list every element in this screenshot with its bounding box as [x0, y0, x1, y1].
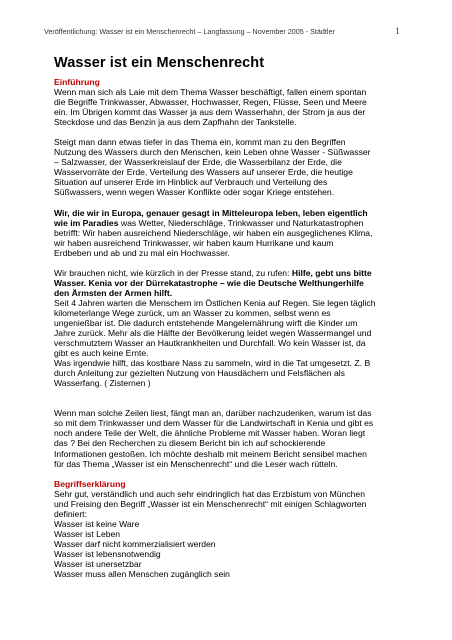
section-heading-introduction: Einführung: [54, 77, 100, 87]
text-line: Steigt man dann etwas tiefer in das Thema ein, kommt man zu den Begriffen: [54, 137, 346, 148]
text-line: Wenn man solche Zeilen liest, fängt man an, darüber nachzudenken, warum ist das: [54, 408, 372, 419]
text-line: das ? Bei den Recherchen zu diesem Bericht bin ich auf schockierende: [54, 438, 326, 449]
list-item: Wasser muss allen Menschen zugänglich sein: [54, 569, 230, 580]
reflection-paragraph: [54, 408, 399, 468]
text-line-bold: Wir, die wir in Europa, genauer gesagt in Mitteleuropa leben, leben eigentlich: [54, 207, 368, 218]
text-line: Wasserfang. ( Zisternen ): [54, 378, 151, 389]
list-item: Wasser ist Leben: [54, 528, 121, 539]
list-item: Wasser darf nicht kommerzialisiert werden: [54, 538, 216, 549]
text-line: und Freising den Begriff „Wasser ist ein Menschenrecht“ mit einigen Schlagworten: [54, 498, 367, 509]
press-paragraph: [54, 268, 399, 389]
text-line: so mit dem Trinkwasser und dem Wasser für die Landwirtschaft in Kenia und gibt es: [54, 418, 374, 429]
text-line-mixed: [54, 268, 399, 278]
text-line: für das Thema „Wasser ist ein Menschenrecht“ und die Leser wach rütteln.: [54, 458, 338, 469]
text-line: betrifft: Wir haben ausreichend Niederschläge, wir haben ein ausgeglichenes Klima,: [54, 227, 373, 238]
text-line: – Salzwasser, der Wasserkreislauf der Erde, die Wasserbilanz der Erde, die: [54, 157, 342, 168]
text-line: ein. Im Übrigen kommt das Wasser ja aus dem Wasserhahn, der Strom ja aus der: [54, 107, 366, 118]
bold-phrase: wie im Paradies: [54, 217, 119, 228]
text-line: definiert:: [54, 508, 87, 519]
text-line-mixed: [54, 218, 399, 228]
text-line: ungenießbar ist. Die dadurch entstehende Mangelernährung wirft die Kinder um: [54, 317, 358, 328]
terms-paragraph: [54, 489, 399, 579]
text-line: durch Anleitung zur gezielten Nutzung von Hausdächern und Felsflächen als: [54, 368, 345, 379]
document-body: [54, 77, 399, 589]
text-line: Nutzung des Wassers durch den Menschen, kein Leben ohne Wasser - Süßwasser: [54, 147, 371, 158]
intro-paragraph-1: [54, 87, 399, 127]
text-line: Was irgendwie hilft, das kostbare Nass zu sammeln, wird in die Tat umgesetzt. Z. B: [54, 358, 371, 369]
list-item: Wasser ist lebensnotwendig: [54, 548, 161, 559]
text-line: gibt es auch keine Ernte.: [54, 348, 149, 359]
text-line: verschmutztem Wasser an Hautkrankheiten und Durchfall. Wo kein Wasser ist, da: [54, 338, 366, 349]
text-run: was Wetter, Niederschläge, Trinkwasser und Naturkatastrophen: [118, 217, 364, 228]
europe-paragraph: [54, 208, 399, 258]
text-line: noch andere Teile der Welt, die ähnliche Probleme mit Wasser haben. Woran liegt: [54, 428, 366, 439]
text-line: Seit 4 Jahren warten die Menschern im Östlichen Kenia auf Regen. Sie legen täglich: [54, 297, 376, 308]
text-line: Steckdose und das Benzin ja aus dem Zapfhahn der Tankstelle.: [54, 117, 297, 128]
list-item: Wasser ist unersetzbar: [54, 558, 142, 569]
text-line: Wenn man sich als Laie mit dem Thema Wasser beschäftigt, fallen einem spontan: [54, 87, 367, 98]
text-line: Situation auf unserer Erde im Hinblick auf Verbrauch und Verteilung des: [54, 177, 328, 188]
section-heading-terms: Begriffserklärung: [54, 478, 126, 489]
text-line: die Begriffe Trinkwasser, Abwasser, Hochwasser, Regen, Flüsse, Seen und Meere: [54, 97, 367, 108]
text-line-bold: den Ärmsten der Armen hilft.: [54, 287, 173, 298]
text-line: Informationen gestoßen. Ich möchte deshalb mit meinem Bericht sensibel machen: [54, 448, 367, 459]
intro-paragraph-2: [54, 137, 399, 197]
text-run: Wir brauchen nicht, wie kürzlich in der Presse stand, zu rufen:: [54, 267, 292, 278]
document-title: Wasser ist ein Menschenrecht: [54, 55, 265, 71]
text-line: Erdbeben und ab und zu mal ein Hochwasser.: [54, 247, 230, 258]
text-line: Süßwassers, wenn wegen Wasser Konflikte oder sogar Kriege entstehen.: [54, 187, 335, 198]
text-line-bold: Wasser. Kenia vor der Dürrekatastrophe – wie die Deutsche Welthungerhilfe: [54, 277, 364, 288]
running-header: Veröffentlichung: Wasser ist ein Menschenrecht – Langfassung – November 2005 - Städtler: [44, 27, 335, 36]
page-number: 1: [395, 26, 400, 36]
text-line: Wasservorräte der Erde, Verteilung des Wassers auf unserer Erde, die heutige: [54, 167, 353, 178]
text-line: Jahre zurück. Mehr als die Hälfte der Bevölkerung leidet wegen Wassermangel und: [54, 328, 372, 339]
text-line: wir haben ausreichend Trinkwasser, wir haben kaum Hurrikane und kaum: [54, 237, 334, 248]
list-item: Wasser ist keine Ware: [54, 518, 140, 529]
text-line: kilometerlange Wege zurück, um an Wasser zu kommen, selbst wenn es: [54, 307, 331, 318]
text-line: Sehr gut, verständlich und auch sehr eindringlich hat das Erzbistum von München: [54, 488, 365, 499]
bold-phrase: Hilfe, gebt uns bitte: [291, 267, 372, 278]
